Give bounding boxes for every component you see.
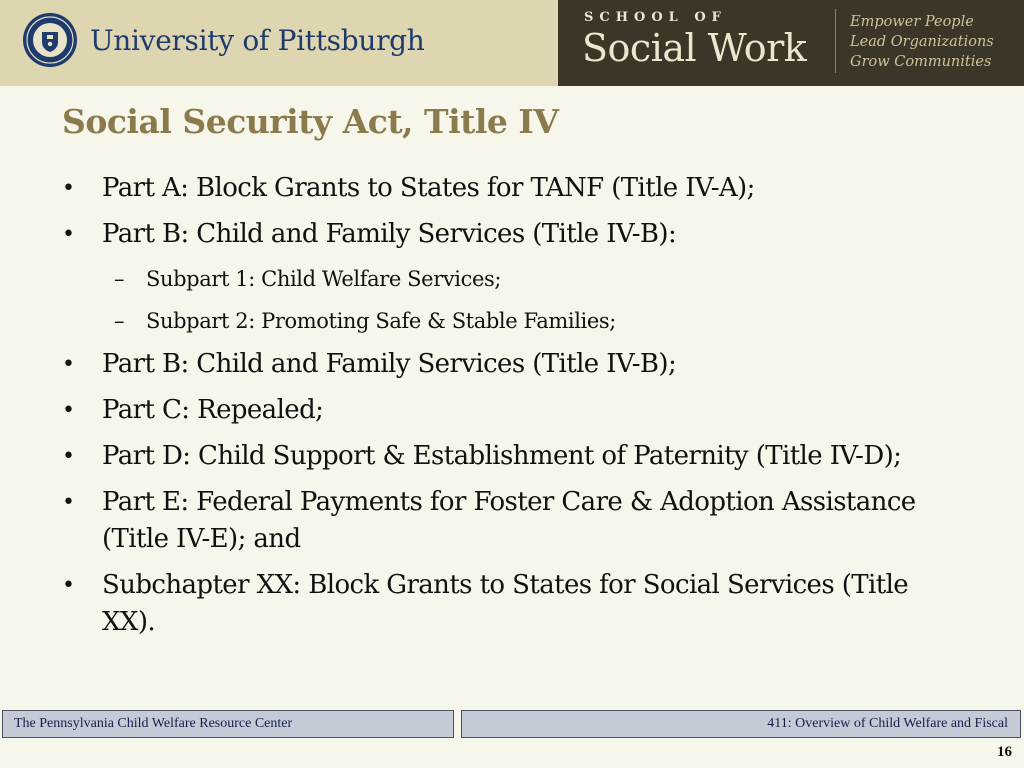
bullet-item [62, 567, 962, 641]
slide-header [0, 0, 1024, 86]
university-name: University of Pittsburgh [90, 24, 425, 57]
sub-bullet-item [62, 262, 962, 296]
tagline: Empower People [850, 14, 974, 30]
taglines [850, 12, 994, 72]
bullet-marker: • [62, 398, 75, 423]
sub-bullet-marker: – [114, 309, 125, 333]
school-name: Social Work [582, 26, 807, 70]
page-number: 16 [997, 744, 1012, 760]
university-banner [0, 0, 558, 86]
tagline: Grow Communities [850, 54, 992, 70]
bullet-item [62, 438, 962, 475]
bullet-item [62, 346, 962, 383]
bullet-marker: • [62, 352, 75, 377]
header-divider [835, 9, 836, 73]
bullet-text: Part C: Repealed; [102, 395, 324, 425]
sub-bullet-text: Subpart 1: Child Welfare Services; [146, 267, 502, 291]
bullet-text: Part B: Child and Family Services (Title IV-B); [102, 349, 677, 379]
bullet-list [62, 170, 962, 650]
bullet-marker: • [62, 176, 75, 201]
university-seal-icon [22, 12, 78, 68]
bullet-item [62, 392, 962, 429]
school-of-label: SCHOOL OF [584, 10, 727, 25]
bullet-text: Subchapter XX: Block Grants to States for Social Services (Title XX). [102, 570, 909, 637]
footer-right-label: 411: Overview of Child Welfare and Fiscal [461, 710, 1021, 738]
bullet-item [62, 216, 962, 253]
footer-left-label: The Pennsylvania Child Welfare Resource Center [2, 710, 454, 738]
bullet-text: Part B: Child and Family Services (Title IV-B): [102, 219, 677, 249]
sub-bullet-item [62, 304, 962, 338]
bullet-marker: • [62, 222, 75, 247]
bullet-item [62, 484, 962, 558]
bullet-item [62, 170, 962, 207]
bullet-text: Part E: Federal Payments for Foster Care & Adoption Assistance (Title IV-E); and [102, 487, 916, 554]
tagline: Lead Organizations [850, 34, 994, 50]
bullet-marker: • [62, 444, 75, 469]
sub-bullet-marker: – [114, 267, 125, 291]
bullet-marker: • [62, 573, 75, 598]
bullet-text: Part D: Child Support & Establishment of Paternity (Title IV-D); [102, 441, 902, 471]
bullet-text: Part A: Block Grants to States for TANF (Title IV-A); [102, 173, 755, 203]
slide-title: Social Security Act, Title IV [62, 102, 559, 141]
bullet-marker: • [62, 490, 75, 515]
sub-bullet-text: Subpart 2: Promoting Safe & Stable Families; [146, 309, 616, 333]
